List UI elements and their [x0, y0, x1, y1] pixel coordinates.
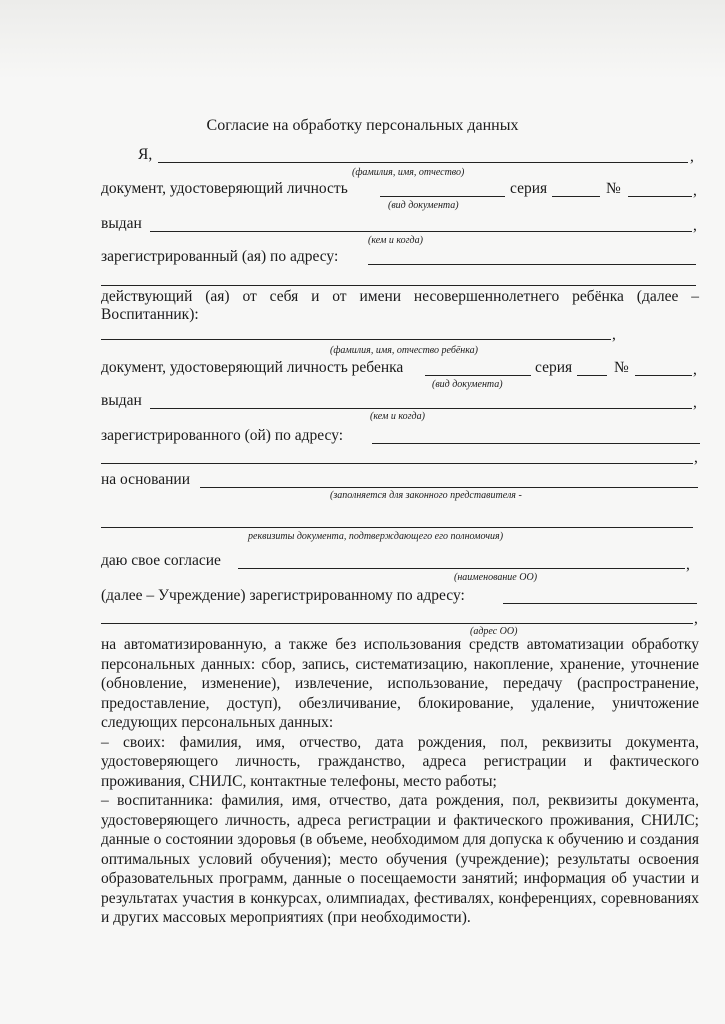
i-label: Я, [138, 146, 153, 163]
comma: , [694, 610, 698, 627]
child-data-paragraph: – воспитанника: фамилия, имя, отчество, дата рождения, пол, реквизиты документа, удостоверяющего личность, адреса регистрации и фактического проживания, СНИЛС; данные о состоянии здоровья (в объеме, необходимом для допуска к обучению и создания оптимальных условий обучения); место обучения (учреждение); результаты освоения образовательных программ, данные о посещаемости занятий; информация об участии и результатах участия в конкурсах, олимпиадах, фестивалях, конференциях, соревнованиях и других массовых мероприятиях (при необходимости). [101, 792, 699, 926]
parent-series-field[interactable] [552, 196, 600, 197]
child-address-field-1[interactable] [372, 443, 700, 444]
acting-line-2: Воспитанник): [101, 306, 199, 323]
document-title: Согласие на обработку персональных данных [206, 117, 519, 134]
parent-doc-type-field[interactable] [380, 196, 505, 197]
child-address-field-2[interactable] [101, 463, 693, 464]
consent-label: даю свое согласие [101, 552, 221, 569]
comma: , [693, 361, 697, 378]
own-data-paragraph: – своих: фамилия, имя, отчество, дата рождения, пол, реквизиты документа, удостоверяющего личность, гражданство, адреса регистрации и фактического проживания, СНИЛС, контактные телефоны, место работы; [101, 733, 699, 790]
parent-number-label: № [606, 180, 621, 197]
parent-reg-label: зарегистрированный (ая) по адресу: [101, 248, 339, 265]
organization-address-field-2[interactable] [101, 623, 693, 624]
acting-line-1: действующий (ая) от себя и от имени несовершеннолетнего ребёнка (далее – [101, 288, 699, 305]
child-series-field[interactable] [577, 375, 607, 376]
parent-number-field[interactable] [628, 196, 692, 197]
organization-address-caption: (адрес ОО) [470, 626, 518, 637]
child-issued-label: выдан [101, 392, 142, 409]
child-fio-field[interactable] [101, 339, 611, 340]
organization-address-label: (далее – Учреждение) зарегистрированному по адресу: [101, 587, 465, 604]
parent-doc-caption: (вид документа) [388, 200, 459, 211]
basis-label: на основании [101, 471, 190, 488]
child-doc-caption: (вид документа) [432, 379, 503, 390]
child-series-label: серия [535, 359, 573, 376]
comma: , [693, 182, 697, 199]
comma: , [612, 326, 616, 343]
child-fio-caption: (фамилия, имя, отчество ребёнка) [330, 345, 479, 356]
comma: , [694, 449, 698, 466]
consent-body [101, 635, 699, 928]
parent-issued-label: выдан [101, 215, 142, 232]
comma: , [693, 394, 697, 411]
processing-paragraph: на автоматизированную, а также без использования средств автоматизации обработку персональных данных: сбор, запись, систематизацию, накопление, хранение, уточнение (обновление, изменение), извлечение, использование, передачу (распространение, предоставление, доступ), обезличивание, блокирование, удаление, уничтожение следующих персональных данных: [101, 636, 699, 731]
parent-fio-caption: (фамилия, имя, отчество) [352, 167, 465, 178]
child-reg-label: зарегистрированного (ой) по адресу: [101, 427, 344, 444]
child-number-field[interactable] [635, 375, 692, 376]
comma: , [686, 556, 690, 573]
organization-address-field-1[interactable] [503, 603, 697, 604]
scan-shadow [0, 0, 725, 80]
basis-field-1[interactable] [200, 487, 698, 488]
comma: , [693, 217, 697, 234]
organization-name-field[interactable] [238, 568, 685, 569]
basis-caption: (заполняется для законного представителя - [330, 490, 522, 501]
parent-fio-field[interactable] [158, 162, 688, 163]
organization-name-caption: (наименование ОО) [454, 572, 538, 583]
child-number-label: № [614, 359, 629, 376]
parent-series-label: серия [510, 180, 548, 197]
child-issued-field[interactable] [150, 408, 692, 409]
comma: , [690, 148, 694, 165]
basis-caption-2: реквизиты документа, подтверждающего его полномочия) [248, 531, 504, 542]
parent-doc-label: документ, удостоверяющий личность [101, 180, 348, 197]
child-doc-type-field[interactable] [425, 375, 531, 376]
parent-issued-caption: (кем и когда) [368, 235, 423, 246]
child-issued-caption: (кем и когда) [370, 411, 425, 422]
parent-address-field-2[interactable] [101, 285, 696, 286]
child-doc-label: документ, удостоверяющий личность ребенка [101, 359, 404, 376]
parent-issued-field[interactable] [150, 231, 692, 232]
parent-address-field-1[interactable] [368, 264, 696, 265]
basis-field-2[interactable] [101, 527, 693, 528]
